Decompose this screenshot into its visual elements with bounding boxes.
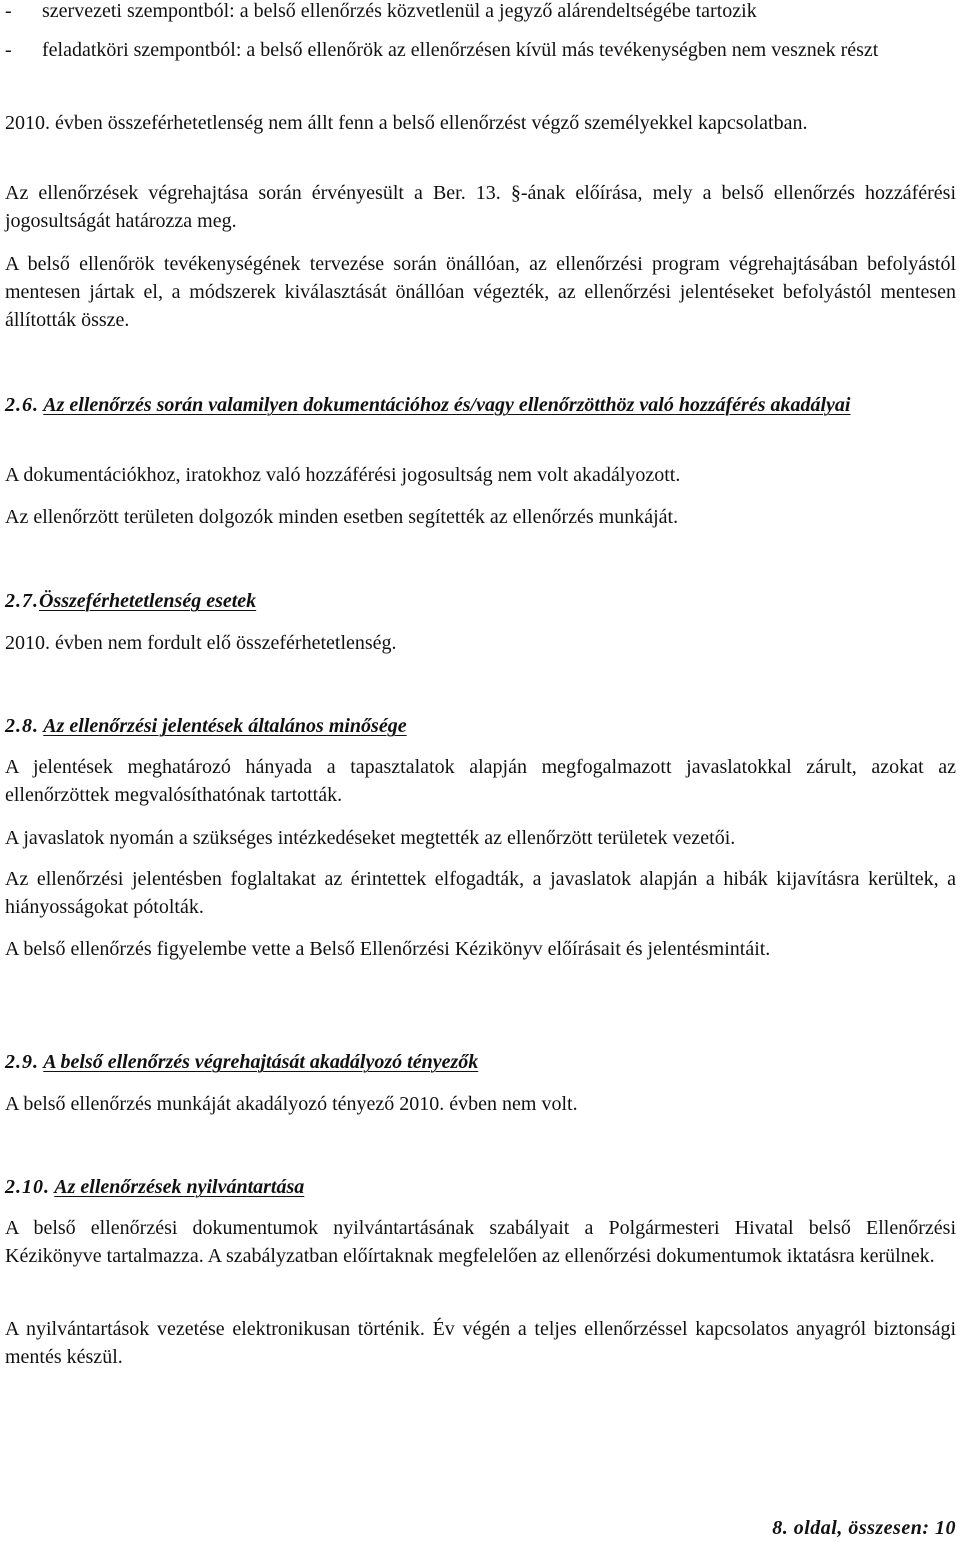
paragraph: A belső ellenőrök tevékenységének tervezése során önállóan, az ellenőrzési program végrehajtásában befolyástól mentesen jártak el, a módszerek kiválasztását önállóan végezték, az ellenőrzési jelentéseket befolyástól mentesen állították össze. — [5, 253, 956, 331]
section-title: Az ellenőrzési jelentések általános minősége — [43, 715, 407, 737]
paragraph: 2010. évben nem fordult elő összeférhetetlenség. — [5, 632, 397, 654]
section-number: 2.6. — [5, 394, 39, 416]
section-title: Az ellenőrzések nyilvántartása — [54, 1176, 305, 1198]
section-heading-2-6 — [5, 391, 956, 419]
section-title: Összeférhetetlenség esetek — [39, 590, 257, 612]
list-item — [5, 36, 956, 64]
section-number: 2.8. — [5, 715, 39, 737]
paragraph: A belső ellenőrzés munkáját akadályozó tényező 2010. évben nem volt. — [5, 1093, 578, 1115]
paragraph: 2010. évben összeférhetetlenség nem állt fenn a belső ellenőrzést végző személyekkel kapcsolatban. — [5, 112, 808, 134]
page-number: 8. oldal, összesen: 10 — [772, 1517, 956, 1539]
section-heading-2-8 — [5, 712, 956, 740]
list-item-text: szervezeti szempontból: a belső ellenőrzés közvetlenül a jegyző alárendeltségébe tartozik — [42, 0, 757, 22]
section-title: Az ellenőrzés során valamilyen dokumentációhoz és/vagy ellenőrzötthöz való hozzáférés akadályai — [43, 394, 851, 416]
list-marker: - — [5, 0, 12, 22]
section-heading-2-7 — [5, 587, 956, 615]
paragraph: Az ellenőrzések végrehajtása során érvényesült a Ber. 13. §-ának előírása, mely a belső ellenőrzés hozzáférési jogosultságát határozza meg. — [5, 182, 956, 232]
paragraph: A javaslatok nyomán a szükséges intézkedéseket megtették az ellenőrzött területek vezetői. — [5, 827, 736, 849]
paragraph: Az ellenőrzési jelentésben foglaltakat az érintettek elfogadták, a javaslatok alapján a hibák kijavításra kerültek, a hiányosságokat pótolták. — [5, 868, 956, 918]
section-heading-2-10 — [5, 1173, 956, 1201]
section-title: A belső ellenőrzés végrehajtását akadályozó tényezők — [43, 1051, 479, 1073]
paragraph: A jelentések meghatározó hányada a tapasztalatok alapján megfogalmazott javaslatokkal zárult, azokat az ellenőrzöttek megvalósíthatónak tartották. — [5, 756, 956, 806]
section-heading-2-9 — [5, 1048, 956, 1076]
paragraph: A belső ellenőrzési dokumentumok nyilvántartásának szabályait a Polgármesteri Hivatal belső Ellenőrzési Kézikönyve tartalmazza. A szabályzatban előírtaknak megfelelően az ellenőrzési dokumentumok iktatásra kerülnek. — [5, 1217, 956, 1267]
paragraph: A dokumentációkhoz, iratokhoz való hozzáférési jogosultság nem volt akadályozott. — [5, 464, 681, 486]
paragraph: Az ellenőrzött területen dolgozók minden esetben segítették az ellenőrzés munkáját. — [5, 506, 679, 528]
paragraph: A belső ellenőrzés figyelembe vette a Belső Ellenőrzési Kézikönyv előírásait és jelentésmintáit. — [5, 938, 771, 960]
section-number: 2.7. — [5, 590, 39, 612]
paragraph: A nyilvántartások vezetése elektronikusan történik. Év végén a teljes ellenőrzéssel kapcsolatos anyagról biztonsági mentés készül. — [5, 1318, 956, 1368]
list-marker: - — [5, 39, 12, 61]
section-number: 2.10. — [5, 1176, 50, 1198]
list-item — [5, 0, 956, 25]
section-number: 2.9. — [5, 1051, 39, 1073]
list-item-text: feladatköri szempontból: a belső ellenőrök az ellenőrzésen kívül más tevékenységben nem vesznek részt — [42, 39, 879, 61]
